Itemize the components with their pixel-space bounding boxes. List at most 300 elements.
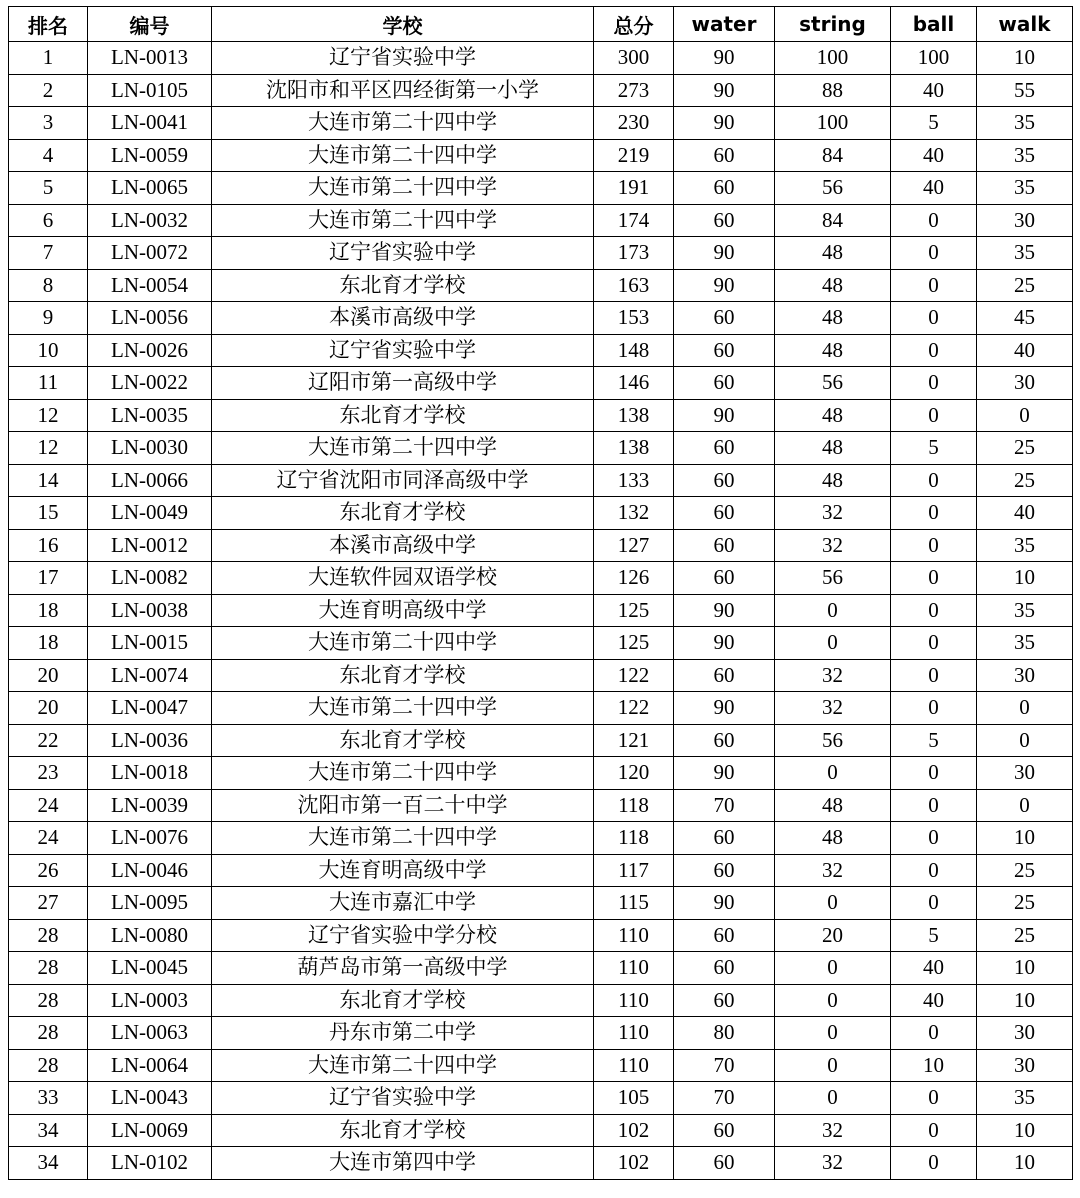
- string-cell: 0: [775, 627, 891, 660]
- string-cell: 32: [775, 854, 891, 887]
- school-cell: 东北育才学校: [212, 1114, 594, 1147]
- ball-cell: 0: [891, 497, 977, 530]
- string-cell: 32: [775, 1147, 891, 1180]
- rank-cell: 28: [9, 952, 88, 985]
- string-cell: 84: [775, 139, 891, 172]
- string-cell: 100: [775, 42, 891, 75]
- id-cell: LN-0036: [88, 724, 212, 757]
- total-cell: 125: [594, 594, 674, 627]
- school-cell: 辽宁省沈阳市同泽高级中学: [212, 464, 594, 497]
- rank-cell: 28: [9, 1017, 88, 1050]
- total-cell: 126: [594, 562, 674, 595]
- table-row: [9, 822, 1073, 855]
- school-cell: 东北育才学校: [212, 724, 594, 757]
- ball-cell: 0: [891, 594, 977, 627]
- ball-cell: 0: [891, 399, 977, 432]
- header-ball: ball: [891, 7, 977, 42]
- id-cell: LN-0032: [88, 204, 212, 237]
- total-cell: 105: [594, 1082, 674, 1115]
- table-row: [9, 204, 1073, 237]
- ball-cell: 0: [891, 822, 977, 855]
- water-cell: 90: [674, 399, 775, 432]
- ball-cell: 5: [891, 724, 977, 757]
- id-cell: LN-0105: [88, 74, 212, 107]
- water-cell: 60: [674, 822, 775, 855]
- rank-cell: 23: [9, 757, 88, 790]
- water-cell: 90: [674, 237, 775, 270]
- string-cell: 48: [775, 399, 891, 432]
- rank-cell: 4: [9, 139, 88, 172]
- table-row: [9, 1082, 1073, 1115]
- header-walk: walk: [977, 7, 1073, 42]
- string-cell: 48: [775, 432, 891, 465]
- string-cell: 0: [775, 887, 891, 920]
- water-cell: 60: [674, 204, 775, 237]
- rank-cell: 17: [9, 562, 88, 595]
- total-cell: 102: [594, 1147, 674, 1180]
- ball-cell: 0: [891, 562, 977, 595]
- ball-cell: 5: [891, 919, 977, 952]
- ball-cell: 0: [891, 887, 977, 920]
- school-cell: 大连市第二十四中学: [212, 822, 594, 855]
- id-cell: LN-0069: [88, 1114, 212, 1147]
- rank-cell: 20: [9, 692, 88, 725]
- string-cell: 20: [775, 919, 891, 952]
- id-cell: LN-0095: [88, 887, 212, 920]
- walk-cell: 25: [977, 854, 1073, 887]
- rank-cell: 28: [9, 984, 88, 1017]
- rank-cell: 33: [9, 1082, 88, 1115]
- total-cell: 115: [594, 887, 674, 920]
- total-cell: 122: [594, 659, 674, 692]
- id-cell: LN-0041: [88, 107, 212, 140]
- table-row: [9, 562, 1073, 595]
- id-cell: LN-0074: [88, 659, 212, 692]
- ball-cell: 10: [891, 1049, 977, 1082]
- school-cell: 东北育才学校: [212, 269, 594, 302]
- walk-cell: 25: [977, 269, 1073, 302]
- table-row: [9, 594, 1073, 627]
- total-cell: 133: [594, 464, 674, 497]
- total-cell: 110: [594, 919, 674, 952]
- id-cell: LN-0039: [88, 789, 212, 822]
- header-school: 学校: [212, 7, 594, 42]
- school-cell: 辽宁省实验中学分校: [212, 919, 594, 952]
- water-cell: 60: [674, 529, 775, 562]
- table-row: [9, 107, 1073, 140]
- id-cell: LN-0003: [88, 984, 212, 1017]
- rank-cell: 12: [9, 432, 88, 465]
- results-table-container: [8, 6, 1072, 1180]
- string-cell: 48: [775, 822, 891, 855]
- table-row: [9, 302, 1073, 335]
- walk-cell: 25: [977, 432, 1073, 465]
- walk-cell: 10: [977, 1114, 1073, 1147]
- water-cell: 60: [674, 497, 775, 530]
- rank-cell: 15: [9, 497, 88, 530]
- rank-cell: 28: [9, 919, 88, 952]
- string-cell: 32: [775, 529, 891, 562]
- table-row: [9, 464, 1073, 497]
- total-cell: 102: [594, 1114, 674, 1147]
- water-cell: 90: [674, 757, 775, 790]
- ball-cell: 0: [891, 237, 977, 270]
- total-cell: 146: [594, 367, 674, 400]
- string-cell: 48: [775, 237, 891, 270]
- water-cell: 60: [674, 367, 775, 400]
- id-cell: LN-0065: [88, 172, 212, 205]
- ball-cell: 0: [891, 367, 977, 400]
- id-cell: LN-0012: [88, 529, 212, 562]
- walk-cell: 25: [977, 919, 1073, 952]
- total-cell: 191: [594, 172, 674, 205]
- rank-cell: 11: [9, 367, 88, 400]
- string-cell: 48: [775, 789, 891, 822]
- total-cell: 118: [594, 822, 674, 855]
- walk-cell: 35: [977, 107, 1073, 140]
- ball-cell: 40: [891, 172, 977, 205]
- total-cell: 127: [594, 529, 674, 562]
- walk-cell: 30: [977, 1017, 1073, 1050]
- id-cell: LN-0076: [88, 822, 212, 855]
- school-cell: 大连市第二十四中学: [212, 204, 594, 237]
- walk-cell: 40: [977, 334, 1073, 367]
- school-cell: 东北育才学校: [212, 497, 594, 530]
- total-cell: 117: [594, 854, 674, 887]
- total-cell: 120: [594, 757, 674, 790]
- rank-cell: 6: [9, 204, 88, 237]
- table-row: [9, 887, 1073, 920]
- school-cell: 大连市第二十四中学: [212, 139, 594, 172]
- header-rank: 排名: [9, 7, 88, 42]
- table-row: [9, 1017, 1073, 1050]
- water-cell: 90: [674, 74, 775, 107]
- total-cell: 110: [594, 952, 674, 985]
- rank-cell: 24: [9, 789, 88, 822]
- school-cell: 大连市第二十四中学: [212, 757, 594, 790]
- table-row: [9, 172, 1073, 205]
- school-cell: 大连市第二十四中学: [212, 172, 594, 205]
- table-row: [9, 529, 1073, 562]
- rank-cell: 8: [9, 269, 88, 302]
- id-cell: LN-0026: [88, 334, 212, 367]
- ball-cell: 0: [891, 204, 977, 237]
- walk-cell: 0: [977, 724, 1073, 757]
- id-cell: LN-0082: [88, 562, 212, 595]
- water-cell: 60: [674, 1147, 775, 1180]
- walk-cell: 10: [977, 822, 1073, 855]
- table-row: [9, 1049, 1073, 1082]
- ball-cell: 0: [891, 1082, 977, 1115]
- ball-cell: 0: [891, 1017, 977, 1050]
- school-cell: 辽宁省实验中学: [212, 237, 594, 270]
- table-row: [9, 74, 1073, 107]
- water-cell: 60: [674, 1114, 775, 1147]
- table-row: [9, 659, 1073, 692]
- school-cell: 大连市第二十四中学: [212, 692, 594, 725]
- walk-cell: 45: [977, 302, 1073, 335]
- total-cell: 110: [594, 1017, 674, 1050]
- school-cell: 辽宁省实验中学: [212, 42, 594, 75]
- total-cell: 153: [594, 302, 674, 335]
- walk-cell: 10: [977, 952, 1073, 985]
- water-cell: 60: [674, 139, 775, 172]
- total-cell: 148: [594, 334, 674, 367]
- string-cell: 56: [775, 724, 891, 757]
- school-cell: 大连软件园双语学校: [212, 562, 594, 595]
- walk-cell: 35: [977, 172, 1073, 205]
- rank-cell: 7: [9, 237, 88, 270]
- table-row: [9, 334, 1073, 367]
- total-cell: 138: [594, 399, 674, 432]
- table-row: [9, 1114, 1073, 1147]
- id-cell: LN-0066: [88, 464, 212, 497]
- string-cell: 32: [775, 497, 891, 530]
- school-cell: 葫芦岛市第一高级中学: [212, 952, 594, 985]
- rank-cell: 12: [9, 399, 88, 432]
- water-cell: 70: [674, 789, 775, 822]
- id-cell: LN-0013: [88, 42, 212, 75]
- rank-cell: 14: [9, 464, 88, 497]
- header-row: [9, 7, 1073, 42]
- walk-cell: 0: [977, 692, 1073, 725]
- ball-cell: 0: [891, 334, 977, 367]
- water-cell: 80: [674, 1017, 775, 1050]
- water-cell: 60: [674, 984, 775, 1017]
- table-row: [9, 399, 1073, 432]
- water-cell: 60: [674, 659, 775, 692]
- rank-cell: 18: [9, 594, 88, 627]
- total-cell: 110: [594, 984, 674, 1017]
- id-cell: LN-0045: [88, 952, 212, 985]
- table-row: [9, 42, 1073, 75]
- table-row: [9, 724, 1073, 757]
- walk-cell: 10: [977, 42, 1073, 75]
- walk-cell: 10: [977, 1147, 1073, 1180]
- water-cell: 90: [674, 627, 775, 660]
- ball-cell: 40: [891, 74, 977, 107]
- table-row: [9, 692, 1073, 725]
- string-cell: 88: [775, 74, 891, 107]
- ball-cell: 40: [891, 984, 977, 1017]
- id-cell: LN-0054: [88, 269, 212, 302]
- rank-cell: 34: [9, 1147, 88, 1180]
- total-cell: 173: [594, 237, 674, 270]
- id-cell: LN-0080: [88, 919, 212, 952]
- school-cell: 大连市第二十四中学: [212, 627, 594, 660]
- school-cell: 大连育明高级中学: [212, 594, 594, 627]
- total-cell: 300: [594, 42, 674, 75]
- total-cell: 118: [594, 789, 674, 822]
- total-cell: 230: [594, 107, 674, 140]
- walk-cell: 10: [977, 984, 1073, 1017]
- water-cell: 70: [674, 1049, 775, 1082]
- id-cell: LN-0030: [88, 432, 212, 465]
- water-cell: 60: [674, 724, 775, 757]
- id-cell: LN-0022: [88, 367, 212, 400]
- id-cell: LN-0059: [88, 139, 212, 172]
- water-cell: 60: [674, 919, 775, 952]
- string-cell: 84: [775, 204, 891, 237]
- walk-cell: 0: [977, 789, 1073, 822]
- table-row: [9, 237, 1073, 270]
- table-row: [9, 627, 1073, 660]
- rank-cell: 22: [9, 724, 88, 757]
- school-cell: 本溪市高级中学: [212, 529, 594, 562]
- school-cell: 大连市嘉汇中学: [212, 887, 594, 920]
- id-cell: LN-0047: [88, 692, 212, 725]
- water-cell: 70: [674, 1082, 775, 1115]
- school-cell: 大连市第二十四中学: [212, 1049, 594, 1082]
- ball-cell: 0: [891, 692, 977, 725]
- string-cell: 48: [775, 269, 891, 302]
- school-cell: 沈阳市和平区四经街第一小学: [212, 74, 594, 107]
- walk-cell: 35: [977, 1082, 1073, 1115]
- id-cell: LN-0102: [88, 1147, 212, 1180]
- table-row: [9, 757, 1073, 790]
- ball-cell: 0: [891, 789, 977, 822]
- header-total: 总分: [594, 7, 674, 42]
- walk-cell: 0: [977, 399, 1073, 432]
- walk-cell: 35: [977, 237, 1073, 270]
- string-cell: 32: [775, 692, 891, 725]
- rank-cell: 10: [9, 334, 88, 367]
- school-cell: 辽宁省实验中学: [212, 1082, 594, 1115]
- rank-cell: 20: [9, 659, 88, 692]
- ball-cell: 0: [891, 302, 977, 335]
- ball-cell: 5: [891, 107, 977, 140]
- ball-cell: 0: [891, 1147, 977, 1180]
- water-cell: 90: [674, 42, 775, 75]
- walk-cell: 35: [977, 627, 1073, 660]
- string-cell: 0: [775, 757, 891, 790]
- walk-cell: 35: [977, 529, 1073, 562]
- school-cell: 本溪市高级中学: [212, 302, 594, 335]
- ball-cell: 0: [891, 529, 977, 562]
- table-row: [9, 952, 1073, 985]
- string-cell: 48: [775, 464, 891, 497]
- rank-cell: 27: [9, 887, 88, 920]
- water-cell: 90: [674, 594, 775, 627]
- id-cell: LN-0015: [88, 627, 212, 660]
- water-cell: 60: [674, 334, 775, 367]
- rank-cell: 26: [9, 854, 88, 887]
- ball-cell: 0: [891, 757, 977, 790]
- string-cell: 0: [775, 594, 891, 627]
- string-cell: 0: [775, 1049, 891, 1082]
- table-header: [9, 7, 1073, 42]
- walk-cell: 30: [977, 367, 1073, 400]
- id-cell: LN-0018: [88, 757, 212, 790]
- school-cell: 大连育明高级中学: [212, 854, 594, 887]
- id-cell: LN-0063: [88, 1017, 212, 1050]
- table-row: [9, 269, 1073, 302]
- walk-cell: 25: [977, 464, 1073, 497]
- ball-cell: 0: [891, 269, 977, 302]
- ball-cell: 0: [891, 1114, 977, 1147]
- walk-cell: 30: [977, 659, 1073, 692]
- walk-cell: 55: [977, 74, 1073, 107]
- ball-cell: 0: [891, 464, 977, 497]
- school-cell: 辽阳市第一高级中学: [212, 367, 594, 400]
- total-cell: 125: [594, 627, 674, 660]
- string-cell: 48: [775, 334, 891, 367]
- string-cell: 56: [775, 562, 891, 595]
- rank-cell: 9: [9, 302, 88, 335]
- table-row: [9, 1147, 1073, 1180]
- walk-cell: 40: [977, 497, 1073, 530]
- total-cell: 132: [594, 497, 674, 530]
- water-cell: 90: [674, 887, 775, 920]
- water-cell: 90: [674, 107, 775, 140]
- walk-cell: 35: [977, 139, 1073, 172]
- id-cell: LN-0056: [88, 302, 212, 335]
- table-row: [9, 984, 1073, 1017]
- walk-cell: 30: [977, 1049, 1073, 1082]
- total-cell: 121: [594, 724, 674, 757]
- water-cell: 60: [674, 432, 775, 465]
- header-water: water: [674, 7, 775, 42]
- total-cell: 273: [594, 74, 674, 107]
- total-cell: 110: [594, 1049, 674, 1082]
- string-cell: 0: [775, 1082, 891, 1115]
- school-cell: 丹东市第二中学: [212, 1017, 594, 1050]
- ball-cell: 40: [891, 139, 977, 172]
- rank-cell: 1: [9, 42, 88, 75]
- water-cell: 60: [674, 854, 775, 887]
- rank-cell: 24: [9, 822, 88, 855]
- rank-cell: 2: [9, 74, 88, 107]
- ball-cell: 40: [891, 952, 977, 985]
- school-cell: 辽宁省实验中学: [212, 334, 594, 367]
- string-cell: 32: [775, 1114, 891, 1147]
- water-cell: 90: [674, 692, 775, 725]
- table-row: [9, 139, 1073, 172]
- string-cell: 100: [775, 107, 891, 140]
- total-cell: 138: [594, 432, 674, 465]
- water-cell: 60: [674, 952, 775, 985]
- ball-cell: 0: [891, 627, 977, 660]
- id-cell: LN-0035: [88, 399, 212, 432]
- rank-cell: 28: [9, 1049, 88, 1082]
- walk-cell: 10: [977, 562, 1073, 595]
- water-cell: 60: [674, 562, 775, 595]
- header-string: string: [775, 7, 891, 42]
- school-cell: 大连市第二十四中学: [212, 107, 594, 140]
- school-cell: 东北育才学校: [212, 399, 594, 432]
- rank-cell: 34: [9, 1114, 88, 1147]
- string-cell: 56: [775, 172, 891, 205]
- school-cell: 东北育才学校: [212, 659, 594, 692]
- school-cell: 大连市第二十四中学: [212, 432, 594, 465]
- id-cell: LN-0064: [88, 1049, 212, 1082]
- id-cell: LN-0038: [88, 594, 212, 627]
- walk-cell: 35: [977, 594, 1073, 627]
- string-cell: 56: [775, 367, 891, 400]
- id-cell: LN-0072: [88, 237, 212, 270]
- table-row: [9, 919, 1073, 952]
- school-cell: 东北育才学校: [212, 984, 594, 1017]
- school-cell: 沈阳市第一百二十中学: [212, 789, 594, 822]
- water-cell: 60: [674, 464, 775, 497]
- total-cell: 219: [594, 139, 674, 172]
- table-row: [9, 497, 1073, 530]
- id-cell: LN-0049: [88, 497, 212, 530]
- table-row: [9, 367, 1073, 400]
- ball-cell: 0: [891, 854, 977, 887]
- ball-cell: 5: [891, 432, 977, 465]
- string-cell: 0: [775, 984, 891, 1017]
